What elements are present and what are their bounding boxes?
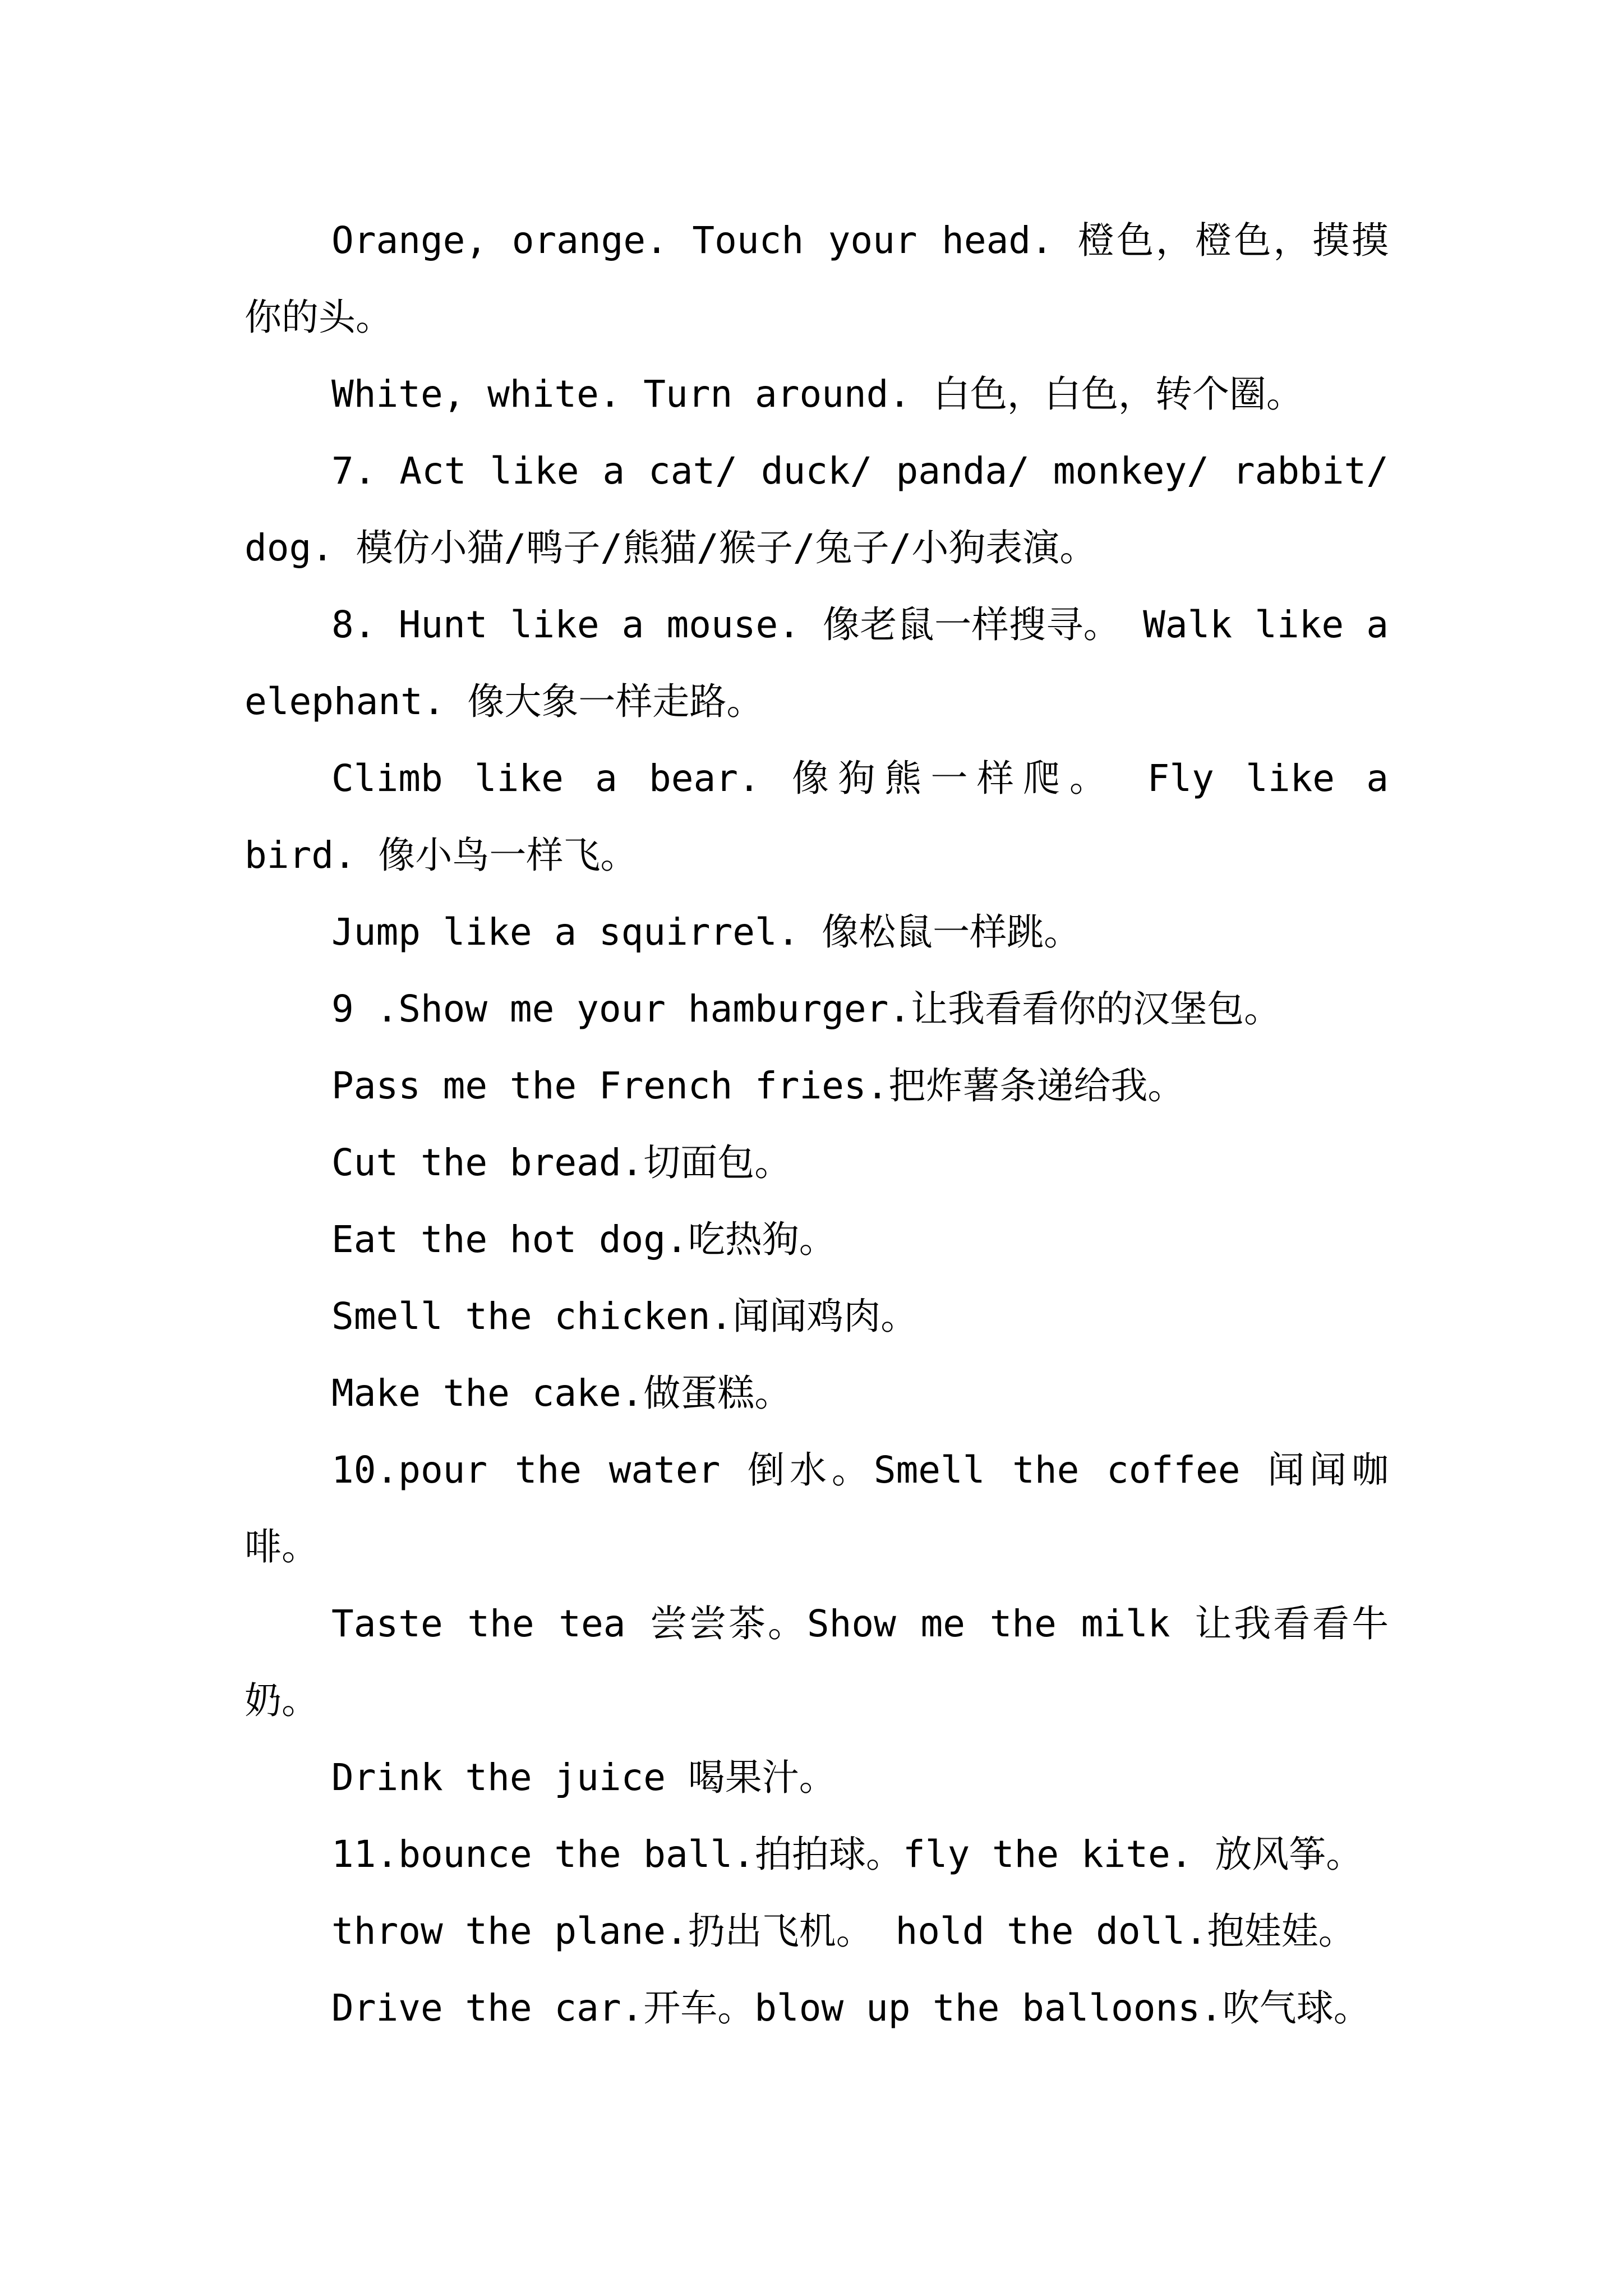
paragraph-drink-juice: Drink the juice 喝果汁。 — [331, 1756, 836, 1799]
paragraph-throw-plane: throw the plane.扔出飞机。 hold the doll.抱娃娃。 — [331, 1910, 1355, 1953]
paragraph-orange: Orange, orange. Touch your head. 橙色，橙色，摸摸你的头。 — [245, 219, 1389, 339]
paragraph-climb-fly: Climb like a bear. 像狗熊一样爬。 Fly like a bird. 像小鸟一样飞。 — [245, 757, 1389, 877]
document-body — [245, 202, 1389, 2046]
paragraph-hunt-walk: 8. Hunt like a mouse. 像老鼠一样搜寻。 Walk like a elephant. 像大象一样走路。 — [245, 603, 1389, 723]
paragraph-bounce-ball: 11.bounce the ball.拍拍球。fly the kite. 放风筝。 — [331, 1833, 1363, 1876]
paragraph-make-cake: Make the cake.做蛋糕。 — [331, 1372, 792, 1415]
paragraph-pour-water: 10.pour the water 倒水。Smell the coffee 闻闻咖啡。 — [245, 1448, 1389, 1568]
paragraph-show-hamburger: 9 .Show me your hamburger.让我看看你的汉堡包。 — [331, 987, 1281, 1030]
paragraph-eat-hotdog: Eat the hot dog.吃热狗。 — [331, 1218, 836, 1261]
paragraph-taste-tea: Taste the tea 尝尝茶。Show me the milk 让我看看牛奶。 — [245, 1602, 1389, 1722]
paragraph-cut-bread: Cut the bread.切面包。 — [331, 1141, 792, 1184]
paragraph-jump: Jump like a squirrel. 像松鼠一样跳。 — [331, 910, 1081, 954]
paragraph-white: White, white. Turn around. 白色，白色，转个圈。 — [331, 372, 1303, 416]
paragraph-smell-chicken: Smell the chicken.闻闻鸡肉。 — [331, 1295, 918, 1338]
paragraph-drive-car: Drive the car.开车。blow up the balloons.吹气球。 — [331, 1986, 1371, 2030]
paragraph-act-like: 7. Act like a cat/ duck/ panda/ monkey/ rabbit/ dog. 模仿小猫/鸭子/熊猫/猴子/兔子/小狗表演。 — [245, 449, 1389, 569]
paragraph-pass-fries: Pass me the French fries.把炸薯条递给我。 — [331, 1064, 1185, 1107]
